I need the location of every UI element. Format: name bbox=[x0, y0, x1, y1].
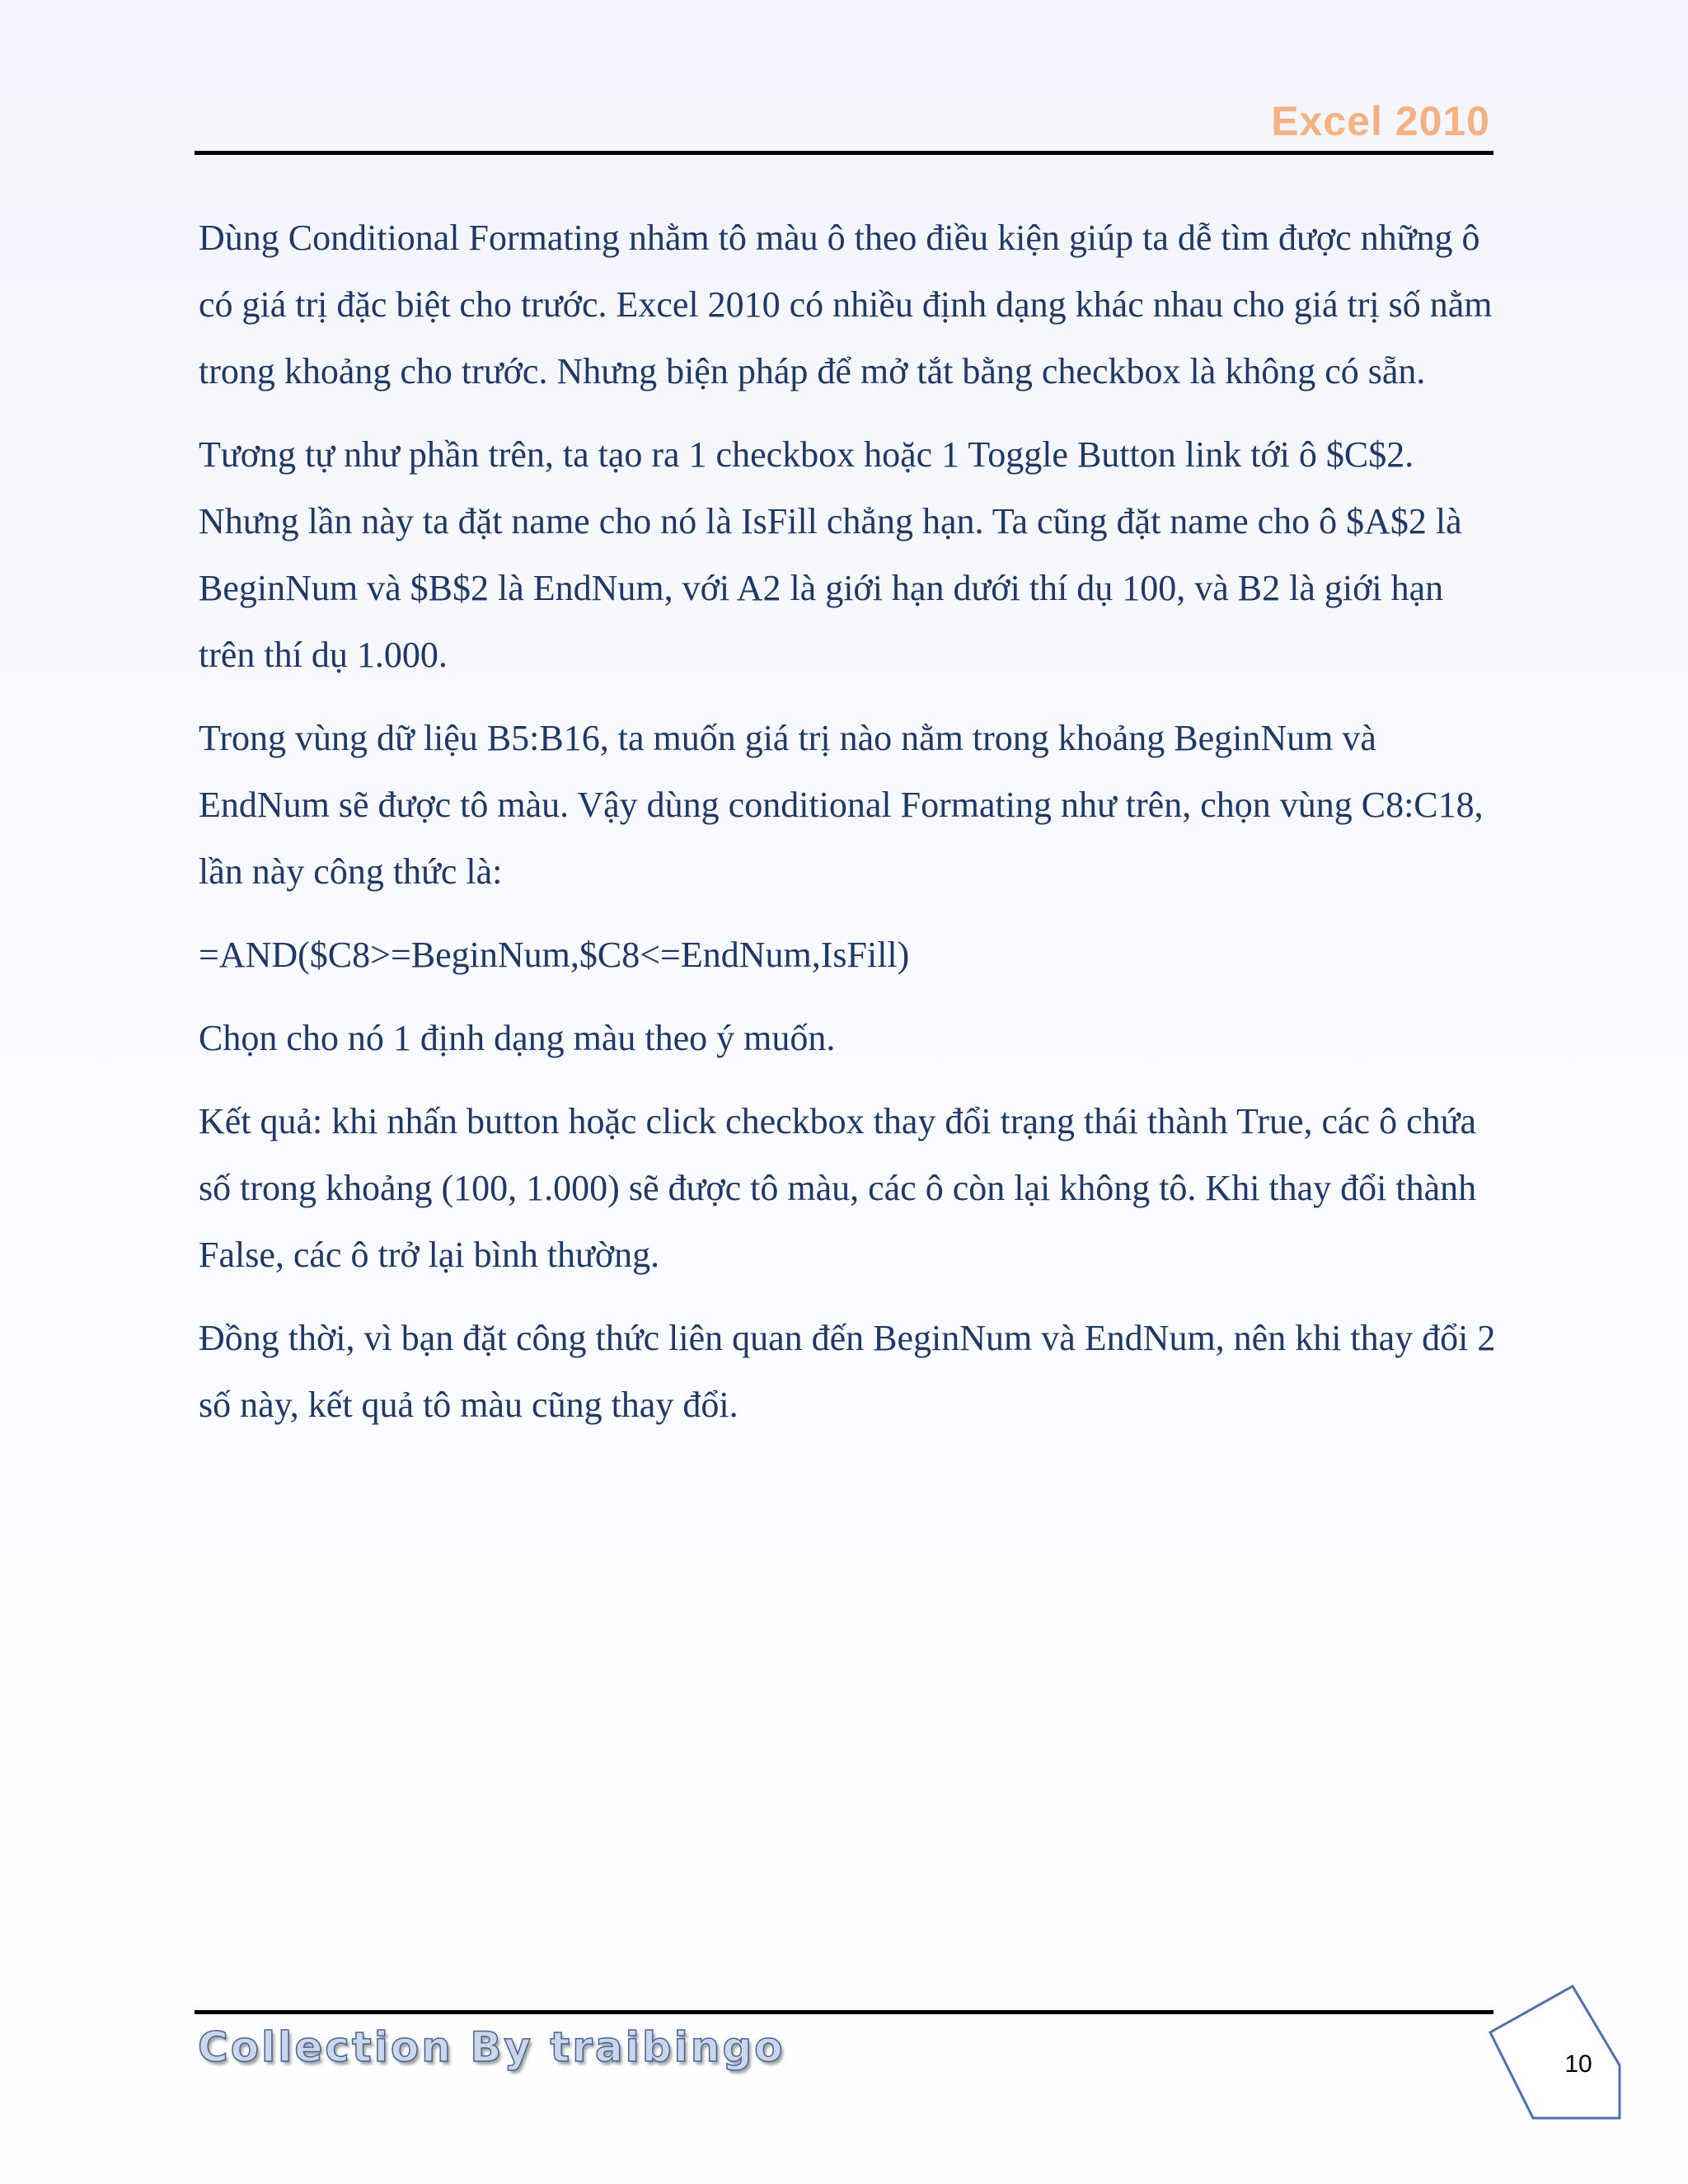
document-body bbox=[199, 204, 1501, 1455]
page-number: 10 bbox=[1564, 2050, 1592, 2078]
paragraph-format: Chọn cho nó 1 định dạng màu theo ý muốn. bbox=[199, 1018, 836, 1058]
paragraph-result: Kết quả: khi nhấn button hoặc click checkbox thay đổi trạng thái thành True, các ô chứa số trong khoảng (100, 1.000) sẽ được tô màu, các ô còn lại không tô. Khi thay đổi thành False, các ô trở lại bình thường. bbox=[199, 1101, 1477, 1275]
formula-line: =AND($C8>=BeginNum,$C8<=EndNum,IsFill) bbox=[199, 935, 910, 975]
header-title: Excel 2010 bbox=[1271, 98, 1490, 144]
header-divider bbox=[195, 151, 1493, 155]
footer-divider bbox=[195, 2010, 1493, 2014]
paragraph-intro: Dùng Conditional Formating nhằm tô màu ô theo điều kiện giúp ta dễ tìm được những ô có giá trị đặc biệt cho trước. Excel 2010 có nhiều định dạng khác nhau cho giá trị số nằm trong khoảng cho trước. Nhưng biện pháp để mở tắt bằng checkbox là không có sẵn. bbox=[199, 218, 1493, 391]
footer-brand: Collection By traibingo bbox=[198, 2023, 785, 2071]
paragraph-range: Trong vùng dữ liệu B5:B16, ta muốn giá trị nào nằm trong khoảng BeginNum và EndNum sẽ được tô màu. Vậy dùng conditional Formating như trên, chọn vùng C8:C18, lần này công thức là: bbox=[199, 718, 1484, 892]
paragraph-conclusion: Đồng thời, vì bạn đặt công thức liên quan đến BeginNum và EndNum, nên khi thay đổi 2 số này, kết quả tô màu cũng thay đổi. bbox=[199, 1318, 1496, 1425]
paragraph-setup: Tương tự như phần trên, ta tạo ra 1 checkbox hoặc 1 Toggle Button link tới ô $C$2. Nhưng lần này ta đặt name cho nó là IsFill chẳng hạn. Ta cũng đặt name cho ô $A$2 là BeginNum và $B$2 là EndNum, với A2 là giới hạn dưới thí dụ 100, và B2 là giới hạn trên thí dụ 1.000. bbox=[199, 434, 1462, 675]
